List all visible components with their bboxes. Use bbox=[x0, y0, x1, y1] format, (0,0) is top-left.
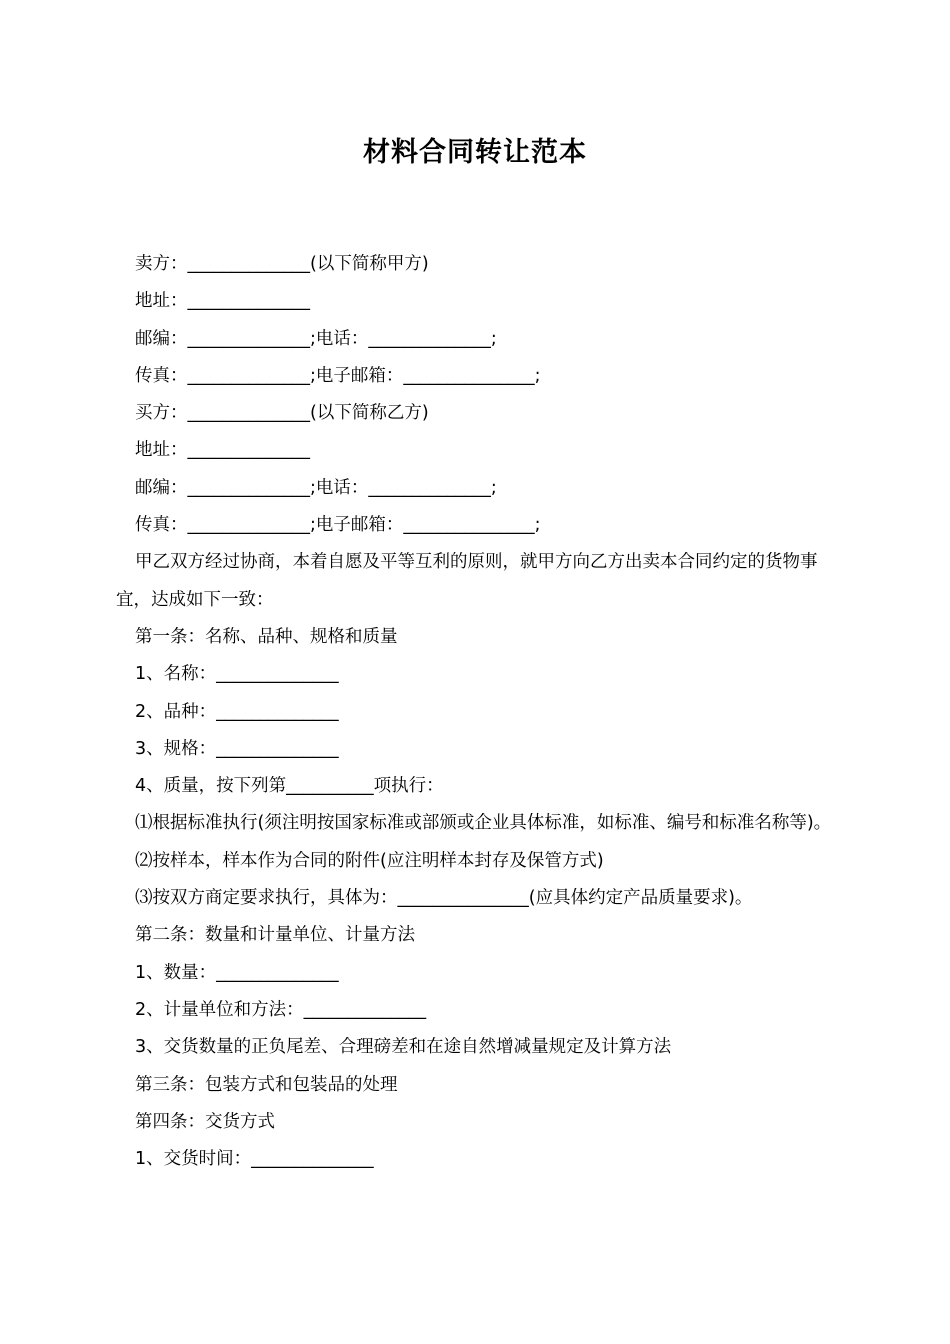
agreement-intro-paragraph: 甲乙双方经过协商，本着自愿及平等互利的原则，就甲方向乙方出卖本合同约定的货物事宜，达成如下一致： bbox=[116, 552, 818, 610]
buyer-postcode-phone-line: 邮编：______________;电话：______________; bbox=[135, 477, 497, 498]
article-1-heading: 第一条：名称、品种、规格和质量 bbox=[135, 626, 398, 647]
seller-fax-email-line: 传真：______________;电子邮箱：_______________; bbox=[135, 365, 541, 386]
article-2-heading: 第二条：数量和计量单位、计量方法 bbox=[135, 925, 415, 946]
buyer-fax-email-line: 传真：______________;电子邮箱：_______________; bbox=[135, 515, 541, 536]
document-body bbox=[116, 246, 836, 1178]
article-4-heading: 第四条：交货方式 bbox=[135, 1111, 275, 1132]
seller-line: 卖方：______________(以下简称甲方) bbox=[135, 254, 429, 274]
article-1-item-name: 1、名称：______________ bbox=[135, 664, 339, 685]
article-2-item-tolerance: 3、交货数量的正负尾差、合理磅差和在途自然增减量规定及计算方法 bbox=[135, 1037, 672, 1058]
quality-option-1: ⑴根据标准执行(须注明按国家标准或部颁或企业具体标准，如标准、编号和标准名称等)。 bbox=[135, 813, 832, 834]
buyer-address-line: 地址：______________ bbox=[135, 440, 310, 461]
article-1-item-quality: 4、质量，按下列第__________项执行： bbox=[135, 776, 444, 797]
buyer-line: 买方：______________(以下简称乙方) bbox=[135, 403, 429, 424]
seller-address-line: 地址：______________ bbox=[135, 291, 310, 312]
article-4-item-delivery-time: 1、交货时间：______________ bbox=[135, 1149, 374, 1170]
document-title: 材料合同转让范本 bbox=[363, 137, 587, 168]
article-2-item-unit-method: 2、计量单位和方法：______________ bbox=[135, 999, 427, 1020]
seller-postcode-phone-line: 邮编：______________;电话：______________; bbox=[135, 328, 497, 349]
article-1-item-variety: 2、品种：______________ bbox=[135, 701, 339, 722]
article-2-item-quantity: 1、数量：______________ bbox=[135, 962, 339, 983]
article-3-heading: 第三条：包装方式和包装品的处理 bbox=[135, 1074, 398, 1095]
quality-option-3: ⑶按双方商定要求执行，具体为：_______________(应具体约定产品质量要求)。 bbox=[135, 888, 753, 909]
quality-option-2: ⑵按样本，样本作为合同的附件(应注明样本封存及保管方式) bbox=[135, 850, 604, 871]
article-1-item-spec: 3、规格：______________ bbox=[135, 738, 339, 759]
